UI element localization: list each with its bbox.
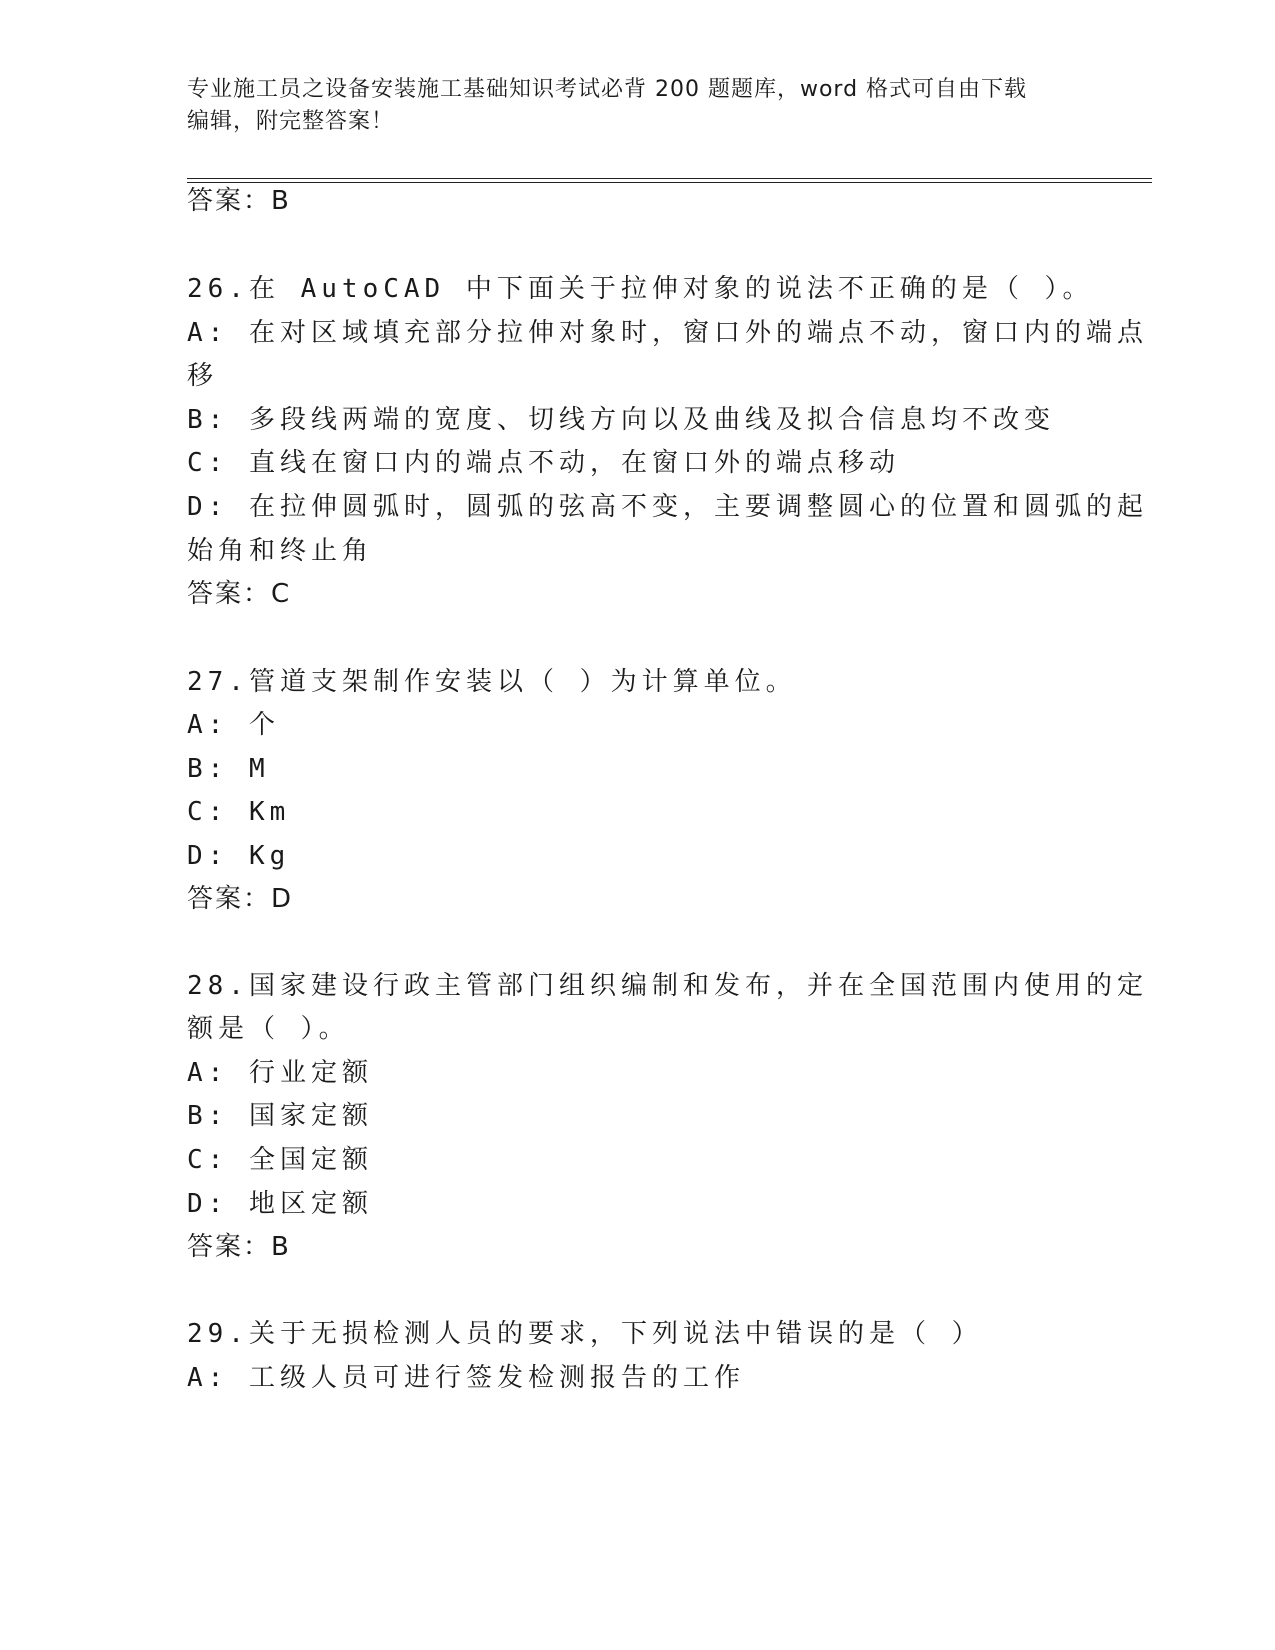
q26-answer: 答案：C — [187, 579, 292, 609]
q29-option-a: A: 工级人员可进行签发检测报告的工作 — [187, 1363, 745, 1393]
q28-stem: 28.国家建设行政主管部门组织编制和发布，并在全国范围内使用的定 — [187, 971, 1148, 1001]
q27-stem: 27.管道支架制作安装以（ ）为计算单位。 — [187, 667, 797, 697]
q28-option-a: A: 行业定额 — [187, 1058, 373, 1088]
q27-option-b: B: M — [187, 754, 270, 784]
page-header — [187, 74, 1067, 138]
q26-option-a-cont: 移 — [187, 361, 219, 391]
q28-answer: 答案：B — [187, 1232, 291, 1262]
q27-option-c: C: Km — [187, 797, 291, 827]
answer-prev: 答案：B — [187, 186, 291, 216]
header-line-1: 专业施工员之设备安装施工基础知识考试必背 200 题题库，word 格式可自由下载 — [187, 77, 1028, 102]
q26-option-d: D: 在拉伸圆弧时，圆弧的弦高不变，主要调整圆心的位置和圆弧的起 — [187, 492, 1148, 522]
q26-option-b: B: 多段线两端的宽度、切线方向以及曲线及拟合信息均不改变 — [187, 405, 1055, 435]
q26-option-c: C: 直线在窗口内的端点不动，在窗口外的端点移动 — [187, 448, 900, 478]
q28-option-c: C: 全国定额 — [187, 1145, 373, 1175]
q28-stem-cont: 额是（ ）。 — [187, 1014, 350, 1044]
q26-stem: 26.在 AutoCAD 中下面关于拉伸对象的说法不正确的是（ ）。 — [187, 274, 1094, 304]
q27-answer: 答案：D — [187, 884, 294, 914]
q28-option-d: D: 地区定额 — [187, 1189, 373, 1219]
q27-option-a: A: 个 — [187, 710, 280, 740]
header-divider — [187, 178, 1152, 183]
q28-option-b: B: 国家定额 — [187, 1101, 373, 1131]
q26-option-a: A: 在对区域填充部分拉伸对象时，窗口外的端点不动，窗口内的端点 — [187, 318, 1148, 348]
q27-option-d: D: Kg — [187, 841, 291, 871]
q26-option-d-cont: 始角和终止角 — [187, 536, 374, 566]
header-line-2: 编辑，附完整答案！ — [187, 109, 395, 134]
q29-stem: 29.关于无损检测人员的要求，下列说法中错误的是（ ） — [187, 1319, 983, 1349]
